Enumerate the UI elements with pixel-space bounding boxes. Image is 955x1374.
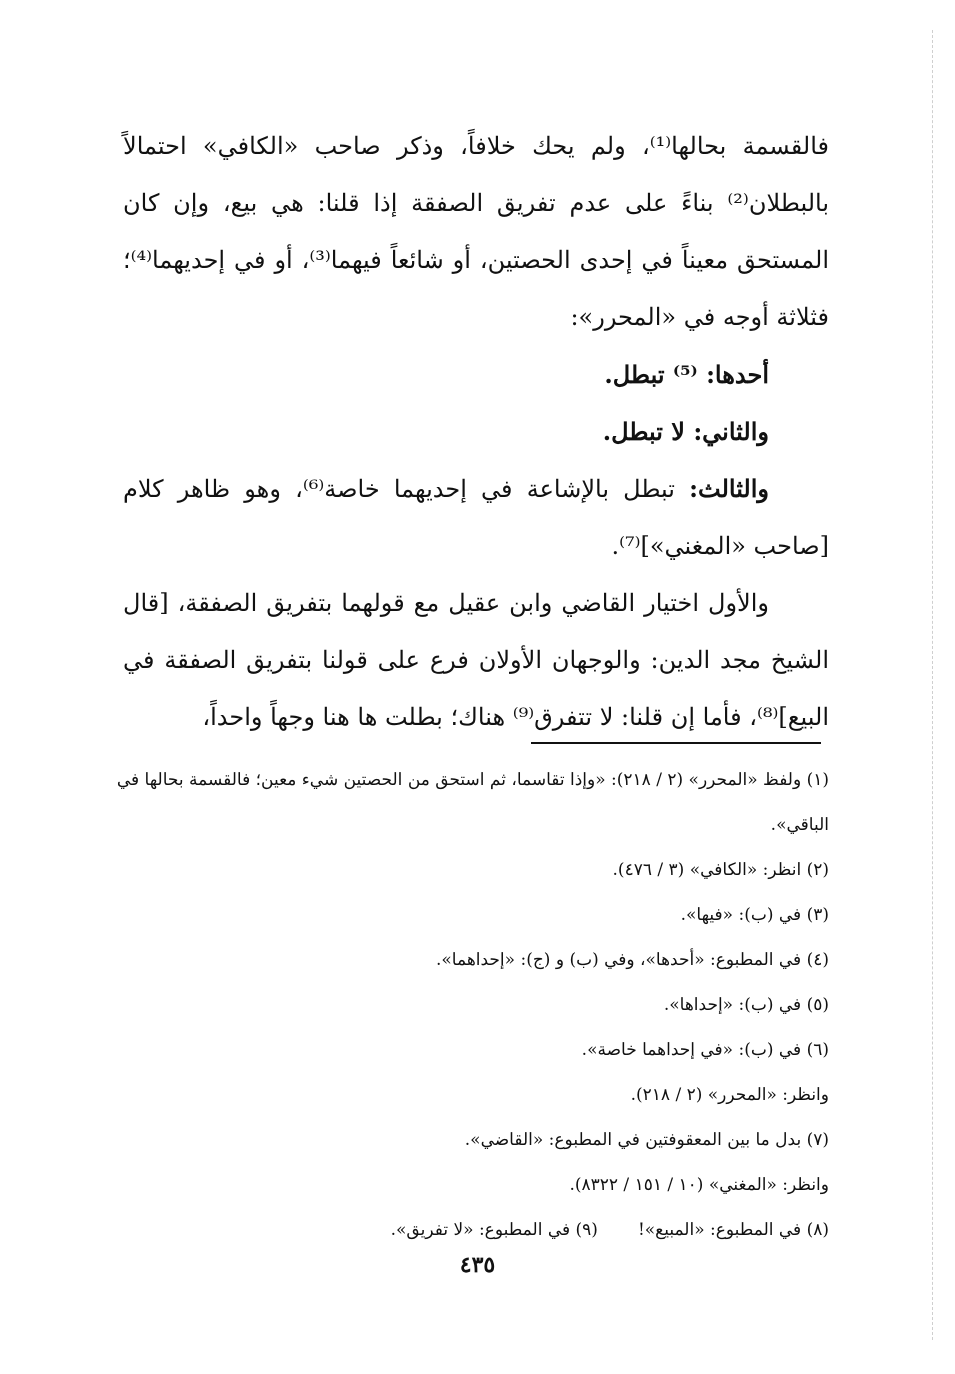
- item-first: أحدها: ⁽⁵⁾ تبطل.: [604, 360, 769, 389]
- footnote-6: (٦) في (ب): «في إحداهما خاصة».: [581, 1040, 829, 1060]
- footnote-2: (٢) انظر: «الكافي» (٣ / ٤٧٦).: [612, 860, 829, 880]
- page-number: ٤٣٥: [459, 1252, 496, 1278]
- footnote-3: (٣) في (ب): «فيها».: [680, 905, 829, 925]
- item-second: والثاني: لا تبطل.: [602, 417, 769, 446]
- footnote-6-ref: وانظر: «المحرر» (٢ / ٢١٨).: [630, 1085, 829, 1105]
- footnote-7: (٧) بدل ما بين المعقوفتين في المطبوع: «القاضي».: [464, 1130, 829, 1150]
- paragraph-1: فالقسمة بحالها⁽¹⁾، ولم يحك خلافاً، وذكر صاحب «الكافي» احتمالاً بالبطلان⁽²⁾ بناءً على عدم تفريق الصفقة إذا قلنا: هي بيع، وإن كان المستحق معيناً في إحدى الحصتين، أو شائعاً فيهما⁽³⁾، أو في إحديهما⁽⁴⁾؛ فثلاثة أوجه في «المحرر»:: [123, 132, 829, 331]
- item-third: [123, 460, 829, 575]
- footnote-8: (٨) في المطبوع: «المبيع»!: [637, 1220, 829, 1240]
- footnote-5: (٥) في (ب): «إحداها».: [663, 995, 829, 1015]
- scan-edge-line: [932, 30, 933, 1340]
- footnote-separator: [531, 742, 821, 744]
- item-third-text: تبطل بالإشاعة في إحديهما خاصة⁽⁶⁾، وهو ظاهر كلام [صاحب «المغني»]⁽⁷⁾.: [123, 475, 829, 560]
- footnote-1: (١) ولفظ «المحرر» (٢ / ٢١٨): «وإذا تقاسما، ثم استحق من الحصتين شيء معين؛ فالقسمة بحالها في الباقي».: [116, 770, 829, 835]
- footnotes-block: [109, 758, 829, 1253]
- footnote-4: (٤) في المطبوع: «أحدها»، وفي (ب) و (ج): «إحداهما».: [436, 950, 829, 970]
- item-third-label: والثالث:: [689, 474, 770, 503]
- footnote-9: (٩) في المطبوع: «لا تفريق».: [390, 1220, 598, 1240]
- footnote-8-9-row: [109, 1208, 829, 1253]
- paragraph-2: والأول اختيار القاضي وابن عقيل مع قولهما بتفريق الصفقة، [قال الشيخ مجد الدين: والوجهان الأولان فرع على قولنا بتفريق الصفقة في البيع]⁽⁸⁾، فأما إن قلنا: لا تتفرق⁽⁹⁾ هناك؛ بطلت ها هنا وجهاً واحداً،: [123, 589, 829, 731]
- footnote-7-ref: وانظر: «المغني» (١٠ / ١٥١ / ٨٣٢٢).: [569, 1175, 829, 1195]
- main-text-block: [123, 118, 829, 746]
